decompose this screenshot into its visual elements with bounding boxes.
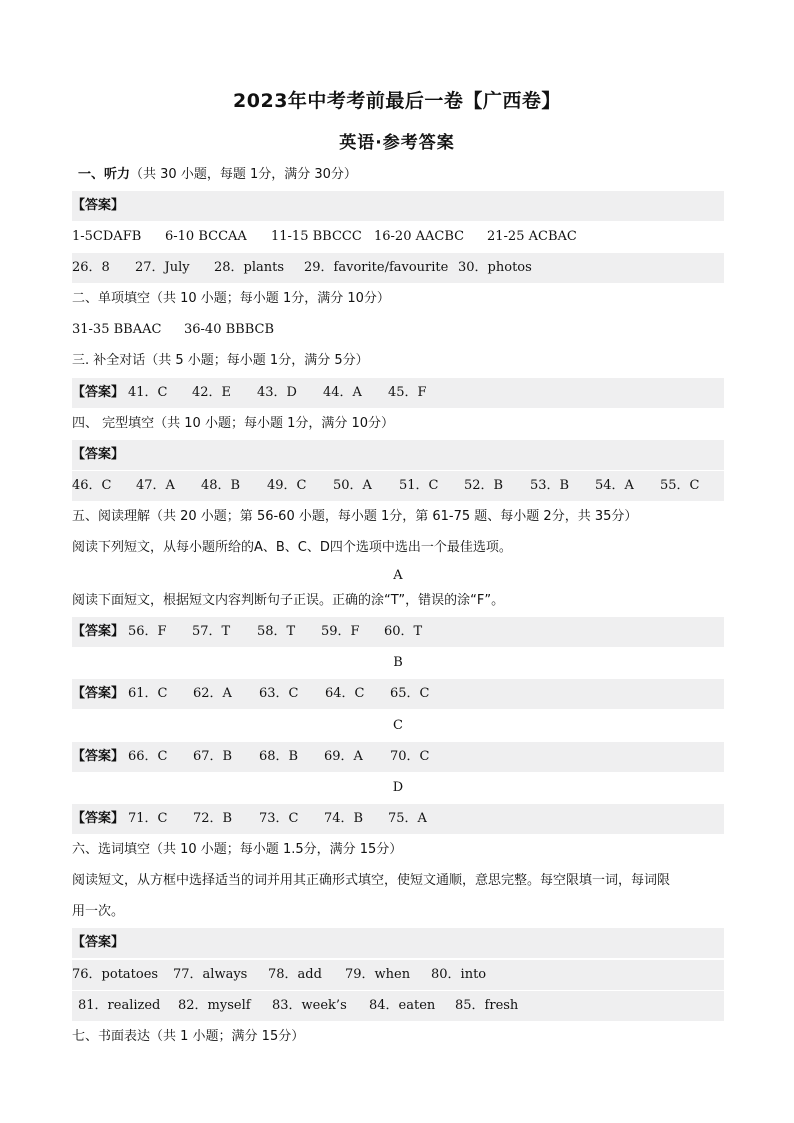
answer-item: 82．myself	[178, 998, 251, 1013]
section-6-answer-label: 【答案】	[72, 928, 724, 958]
section-3-answers-row	[72, 378, 724, 408]
answer-item: 43．D	[257, 385, 297, 400]
answer-item: 60．T	[384, 624, 423, 639]
answer-item: 36-40 BBBCB	[184, 322, 275, 337]
answer-item: 1-5CDAFB	[72, 229, 142, 244]
section-4-answer-label: 【答案】	[72, 440, 724, 470]
section-4-heading: 四、 完型填空（共 10 小题；每小题 1分，满分 10分）	[72, 416, 395, 431]
part-c-answers-row	[72, 742, 724, 772]
answer-item: 64．C	[325, 686, 365, 701]
answer-item: 81．realized	[78, 998, 161, 1013]
answer-item: 67．B	[193, 749, 233, 764]
answer-item: 78．add	[268, 967, 322, 982]
answer-item: 51．C	[399, 478, 439, 493]
section-4-answers-row	[72, 471, 724, 501]
answer-item: 76．potatoes	[72, 967, 159, 982]
answer-item: 31-35 BBAAC	[72, 322, 162, 337]
answer-item: 59．F	[321, 624, 360, 639]
section-1-answers-row-2	[72, 253, 724, 283]
answer-item: 69．A	[324, 749, 363, 764]
answer-item: 54．A	[595, 478, 634, 493]
part-a-label: A	[393, 568, 403, 583]
answer-item: 61．C	[128, 686, 168, 701]
answer-item: 46．C	[72, 478, 112, 493]
section-6-answers-row-1	[72, 960, 724, 990]
answer-item: 63．C	[259, 686, 299, 701]
answer-item: 70．C	[390, 749, 430, 764]
answer-label: 【答案】	[72, 686, 125, 701]
answer-item: 41．C	[128, 385, 168, 400]
answer-item: 85．fresh	[455, 998, 519, 1013]
answer-item: 52．B	[464, 478, 504, 493]
answer-item: 49．C	[267, 478, 307, 493]
answer-item: 11-15 BBCCC	[271, 229, 362, 244]
answer-item: 77．always	[173, 967, 248, 982]
answer-label: 【答案】	[72, 624, 125, 639]
section-1-heading-bold: 一、听力	[78, 167, 131, 182]
section-7-heading: 七、书面表达（共 1 小题；满分 15分）	[72, 1029, 305, 1044]
part-c-label: C	[393, 718, 403, 733]
answer-item: 75．A	[388, 811, 427, 826]
section-2-heading: 二、单项填空（共 10 小题；每小题 1分，满分 10分）	[72, 291, 390, 306]
part-b-label: B	[393, 655, 403, 670]
answer-item: 26．8	[72, 260, 110, 275]
answer-item: 73．C	[259, 811, 299, 826]
section-1-answer-label: 【答案】	[72, 191, 724, 221]
answer-item: 71．C	[128, 811, 168, 826]
answer-item: 16-20 AACBC	[374, 229, 465, 244]
answer-item: 79．when	[345, 967, 411, 982]
answer-item: 42．E	[192, 385, 232, 400]
section-1-heading-rest: （共 30 小题，每题 1分，满分 30分）	[130, 167, 357, 182]
section-6-answers-row-2	[72, 991, 724, 1021]
section-6-heading: 六、选词填空（共 10 小题；每小题 1.5分，满分 15分）	[72, 842, 403, 857]
answer-item: 62．A	[193, 686, 232, 701]
answer-item: 50．A	[333, 478, 372, 493]
part-d-answers-row	[72, 804, 724, 834]
part-b-answers-row	[72, 679, 724, 709]
answer-item: 65．C	[390, 686, 430, 701]
section-1-heading	[78, 160, 730, 190]
page-subtitle: 英语·参考答案	[339, 133, 455, 153]
answer-item: 27．July	[135, 260, 190, 275]
answer-item: 80．into	[431, 967, 487, 982]
part-a-answers-row	[72, 617, 724, 647]
section-5-instruction: 阅读下列短文，从每小题所给的A、B、C、D四个选项中选出一个最佳选项。	[72, 540, 512, 555]
answer-item: 47．A	[136, 478, 175, 493]
section-6-instruction-line-1: 阅读短文，从方框中选择适当的词并用其正确形式填空，使短文通顺，意思完整。每空限填一词，每词限	[72, 873, 671, 888]
answer-item: 6-10 BCCAA	[165, 229, 247, 244]
answer-item: 74．B	[324, 811, 364, 826]
answer-item: 83．week’s	[272, 998, 347, 1013]
answer-item: 84．eaten	[369, 998, 436, 1013]
answer-item: 48．B	[201, 478, 241, 493]
answer-item: 72．B	[193, 811, 233, 826]
answer-item: 53．B	[530, 478, 570, 493]
answer-item: 55．C	[660, 478, 700, 493]
page-title: 2023年中考考前最后一卷【广西卷】	[233, 90, 561, 112]
answer-item: 58．T	[257, 624, 296, 639]
section-1-answers-row-1	[72, 222, 724, 252]
answer-item: 57．T	[192, 624, 231, 639]
answer-item: 45．F	[388, 385, 427, 400]
answer-item: 30．photos	[458, 260, 532, 275]
section-2-answers-row	[72, 315, 724, 345]
answer-label: 【答案】	[72, 385, 125, 400]
section-3-heading: 三. 补全对话（共 5 小题；每小题 1分，满分 5分）	[72, 353, 369, 368]
part-d-label: D	[392, 780, 404, 795]
answer-item: 28．plants	[214, 260, 285, 275]
section-5-heading: 五、阅读理解（共 20 小题；第 56-60 小题，每小题 1分，第 61-75 题、每小题 2分，共 35分）	[72, 509, 638, 524]
answer-label: 【答案】	[72, 749, 125, 764]
answer-item: 21-25 ACBAC	[487, 229, 577, 244]
section-6-instruction-line-2: 用一次。	[72, 904, 125, 919]
answer-item: 66．C	[128, 749, 168, 764]
answer-item: 44．A	[323, 385, 362, 400]
answer-item: 56．F	[128, 624, 167, 639]
answer-item: 68．B	[259, 749, 299, 764]
part-a-instruction: 阅读下面短文，根据短文内容判断句子正误。正确的涂“T”，错误的涂“F”。	[72, 593, 505, 608]
answer-label: 【答案】	[72, 811, 125, 826]
answer-item: 29．favorite/favourite	[304, 260, 449, 275]
